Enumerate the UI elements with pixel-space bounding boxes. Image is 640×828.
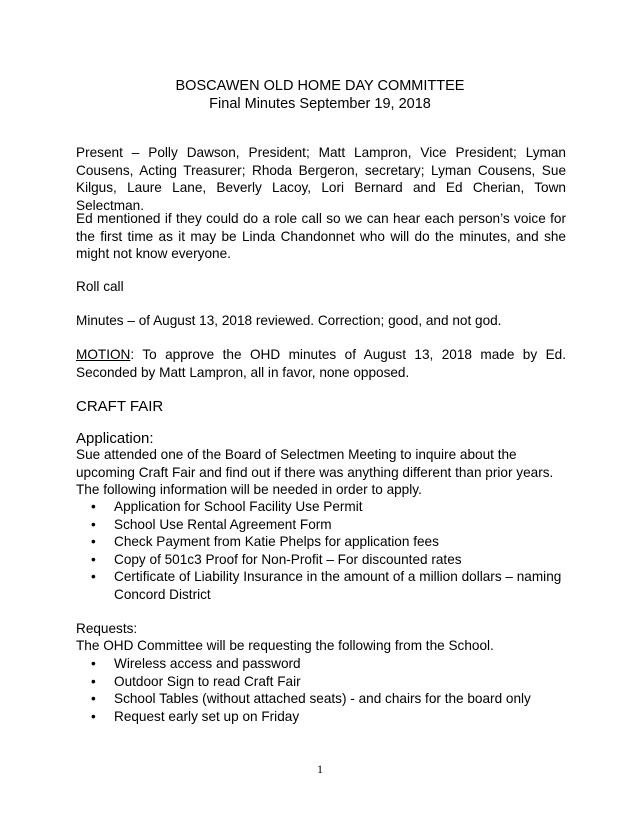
list-item — [76, 533, 566, 551]
document-header — [0, 77, 640, 113]
list-item — [76, 690, 566, 708]
requests-heading: Requests: — [76, 621, 138, 636]
bullet-icon: • — [91, 516, 96, 532]
requests-intro: The OHD Committee will be requesting the following from the School. — [76, 638, 494, 653]
motion-paragraph — [76, 346, 566, 381]
motion-label: MOTION — [76, 347, 131, 362]
list-item — [76, 551, 566, 569]
list-item — [76, 568, 566, 603]
list-item-text: Outdoor Sign to read Craft Fair — [114, 673, 301, 689]
list-item — [76, 655, 566, 673]
minutes-line: Minutes – of August 13, 2018 reviewed. Correction; good, and not god. — [76, 313, 502, 328]
list-item — [76, 673, 566, 691]
bullet-icon: • — [91, 551, 96, 567]
ed-note-paragraph: Ed mentioned if they could do a role call so we can hear each person’s voice for the first time as it may be Linda Chandonnet who will do the minutes, and she might not know everyone. — [76, 211, 566, 261]
bullet-icon: • — [91, 708, 96, 724]
list-item-text: Request early set up on Friday — [114, 708, 300, 724]
roll-call-line: Roll call — [76, 279, 124, 294]
page-number: 1 — [317, 762, 323, 776]
application-list — [76, 498, 566, 604]
document-subtitle: Final Minutes September 19, 2018 — [209, 96, 431, 112]
motion-text: : To approve the OHD minutes of August 13, 2018 made by Ed. Seconded by Matt Lampron, all in favor, none opposed. — [76, 347, 566, 380]
bullet-icon: • — [91, 691, 96, 707]
list-item — [76, 708, 566, 726]
list-item-text: School Use Rental Agreement Form — [114, 516, 332, 532]
document-title: BOSCAWEN OLD HOME DAY COMMITTEE — [175, 78, 465, 94]
list-item-text: School Tables (without attached seats) - and chairs for the board only — [114, 691, 531, 707]
list-item-text: Wireless access and password — [114, 656, 301, 671]
list-item — [76, 498, 566, 516]
bullet-icon: • — [91, 534, 96, 550]
list-item-text: Application for School Facility Use Permit — [114, 499, 363, 514]
bullet-icon: • — [91, 499, 96, 514]
list-item-text: Certificate of Liability Insurance in the amount of a million dollars – naming Concord District — [114, 569, 562, 602]
craft-fair-heading: CRAFT FAIR — [76, 398, 164, 415]
application-text: Sue attended one of the Board of Selectmen Meeting to inquire about the upcoming Craft Fair and find out if there was anything different than prior years. — [76, 447, 554, 480]
present-paragraph: Present – Polly Dawson, President; Matt Lampron, Vice President; Lyman Cousens, Acting Treasurer; Rhoda Bergeron, secretary; Lyman Cousens, Sue Kilgus, Laure Lane, Beverly Lacoy, Lori Bernard and Ed Cherian, Town Selectman. — [76, 145, 566, 213]
bullet-icon: • — [91, 673, 96, 689]
list-item-text: Check Payment from Katie Phelps for application fees — [114, 534, 439, 550]
list-item — [76, 516, 566, 534]
application-heading: Application: — [76, 430, 154, 447]
requests-list — [76, 655, 566, 725]
bullet-icon: • — [91, 656, 96, 671]
application-intro: The following information will be needed in order to apply. — [76, 482, 422, 497]
bullet-icon: • — [91, 569, 96, 585]
list-item-text: Copy of 501c3 Proof for Non-Profit – For discounted rates — [114, 551, 462, 567]
